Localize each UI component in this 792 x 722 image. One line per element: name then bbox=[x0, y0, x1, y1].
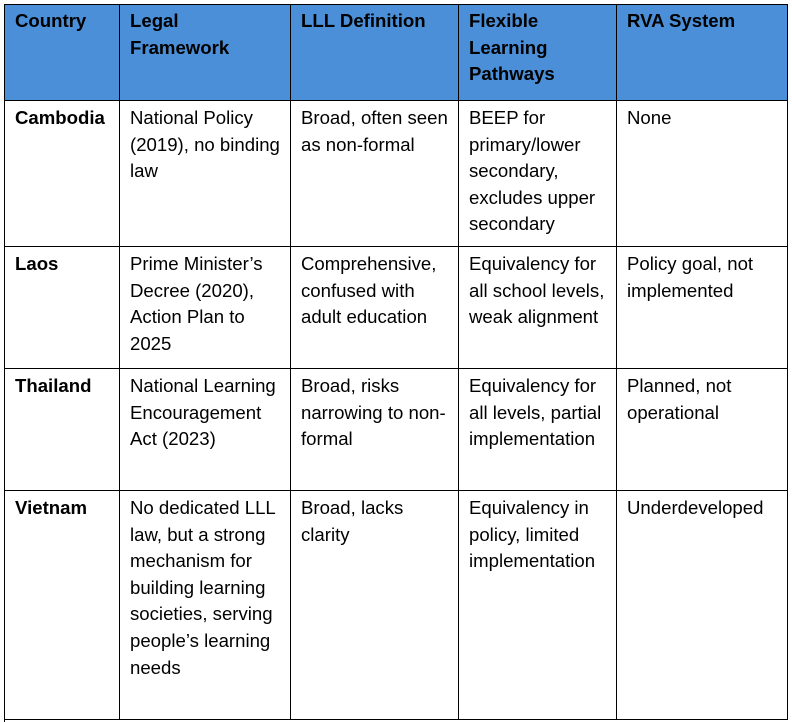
cell-rva-system: Underdeveloped bbox=[617, 491, 788, 720]
cell-rva-system: Policy goal, not implemented bbox=[617, 247, 788, 369]
cell-country: Laos bbox=[5, 247, 120, 369]
cell-lll-definition: Broad, lacks clarity bbox=[291, 491, 459, 720]
table-row-cambodia bbox=[5, 101, 788, 247]
cell-lll-definition: Broad, risks narrowing to non-formal bbox=[291, 369, 459, 491]
cell-legal-framework: No dedicated LLL law, but a strong mechanism for building learning societies, serving people’s learning needs bbox=[120, 491, 291, 720]
header-country: Country bbox=[5, 5, 120, 101]
cell-rva-system: Planned, not operational bbox=[617, 369, 788, 491]
cell-legal-framework: National Policy (2019), no binding law bbox=[120, 101, 291, 247]
lll-comparison-table bbox=[4, 4, 788, 720]
page-edge-divider bbox=[4, 716, 5, 722]
table-row-thailand bbox=[5, 369, 788, 491]
cell-legal-framework: Prime Minister’s Decree (2020), Action Plan to 2025 bbox=[120, 247, 291, 369]
header-flexible-learning-pathways: Flexible Learning Pathways bbox=[459, 5, 617, 101]
cell-legal-framework: National Learning Encouragement Act (2023) bbox=[120, 369, 291, 491]
cell-lll-definition: Broad, often seen as non-formal bbox=[291, 101, 459, 247]
cell-lll-definition: Comprehensive, confused with adult education bbox=[291, 247, 459, 369]
cell-country: Vietnam bbox=[5, 491, 120, 720]
cell-flexible-pathways: Equivalency in policy, limited implementation bbox=[459, 491, 617, 720]
cell-country: Thailand bbox=[5, 369, 120, 491]
cell-flexible-pathways: BEEP for primary/lower secondary, excludes upper secondary bbox=[459, 101, 617, 247]
table-row-laos bbox=[5, 247, 788, 369]
cell-rva-system: None bbox=[617, 101, 788, 247]
header-lll-definition: LLL Definition bbox=[291, 5, 459, 101]
table-header-row bbox=[5, 5, 788, 101]
cell-flexible-pathways: Equivalency for all school levels, weak alignment bbox=[459, 247, 617, 369]
cell-flexible-pathways: Equivalency for all levels, partial implementation bbox=[459, 369, 617, 491]
header-legal-framework: Legal Framework bbox=[120, 5, 291, 101]
cell-country: Cambodia bbox=[5, 101, 120, 247]
table-row-vietnam bbox=[5, 491, 788, 720]
header-rva-system: RVA System bbox=[617, 5, 788, 101]
